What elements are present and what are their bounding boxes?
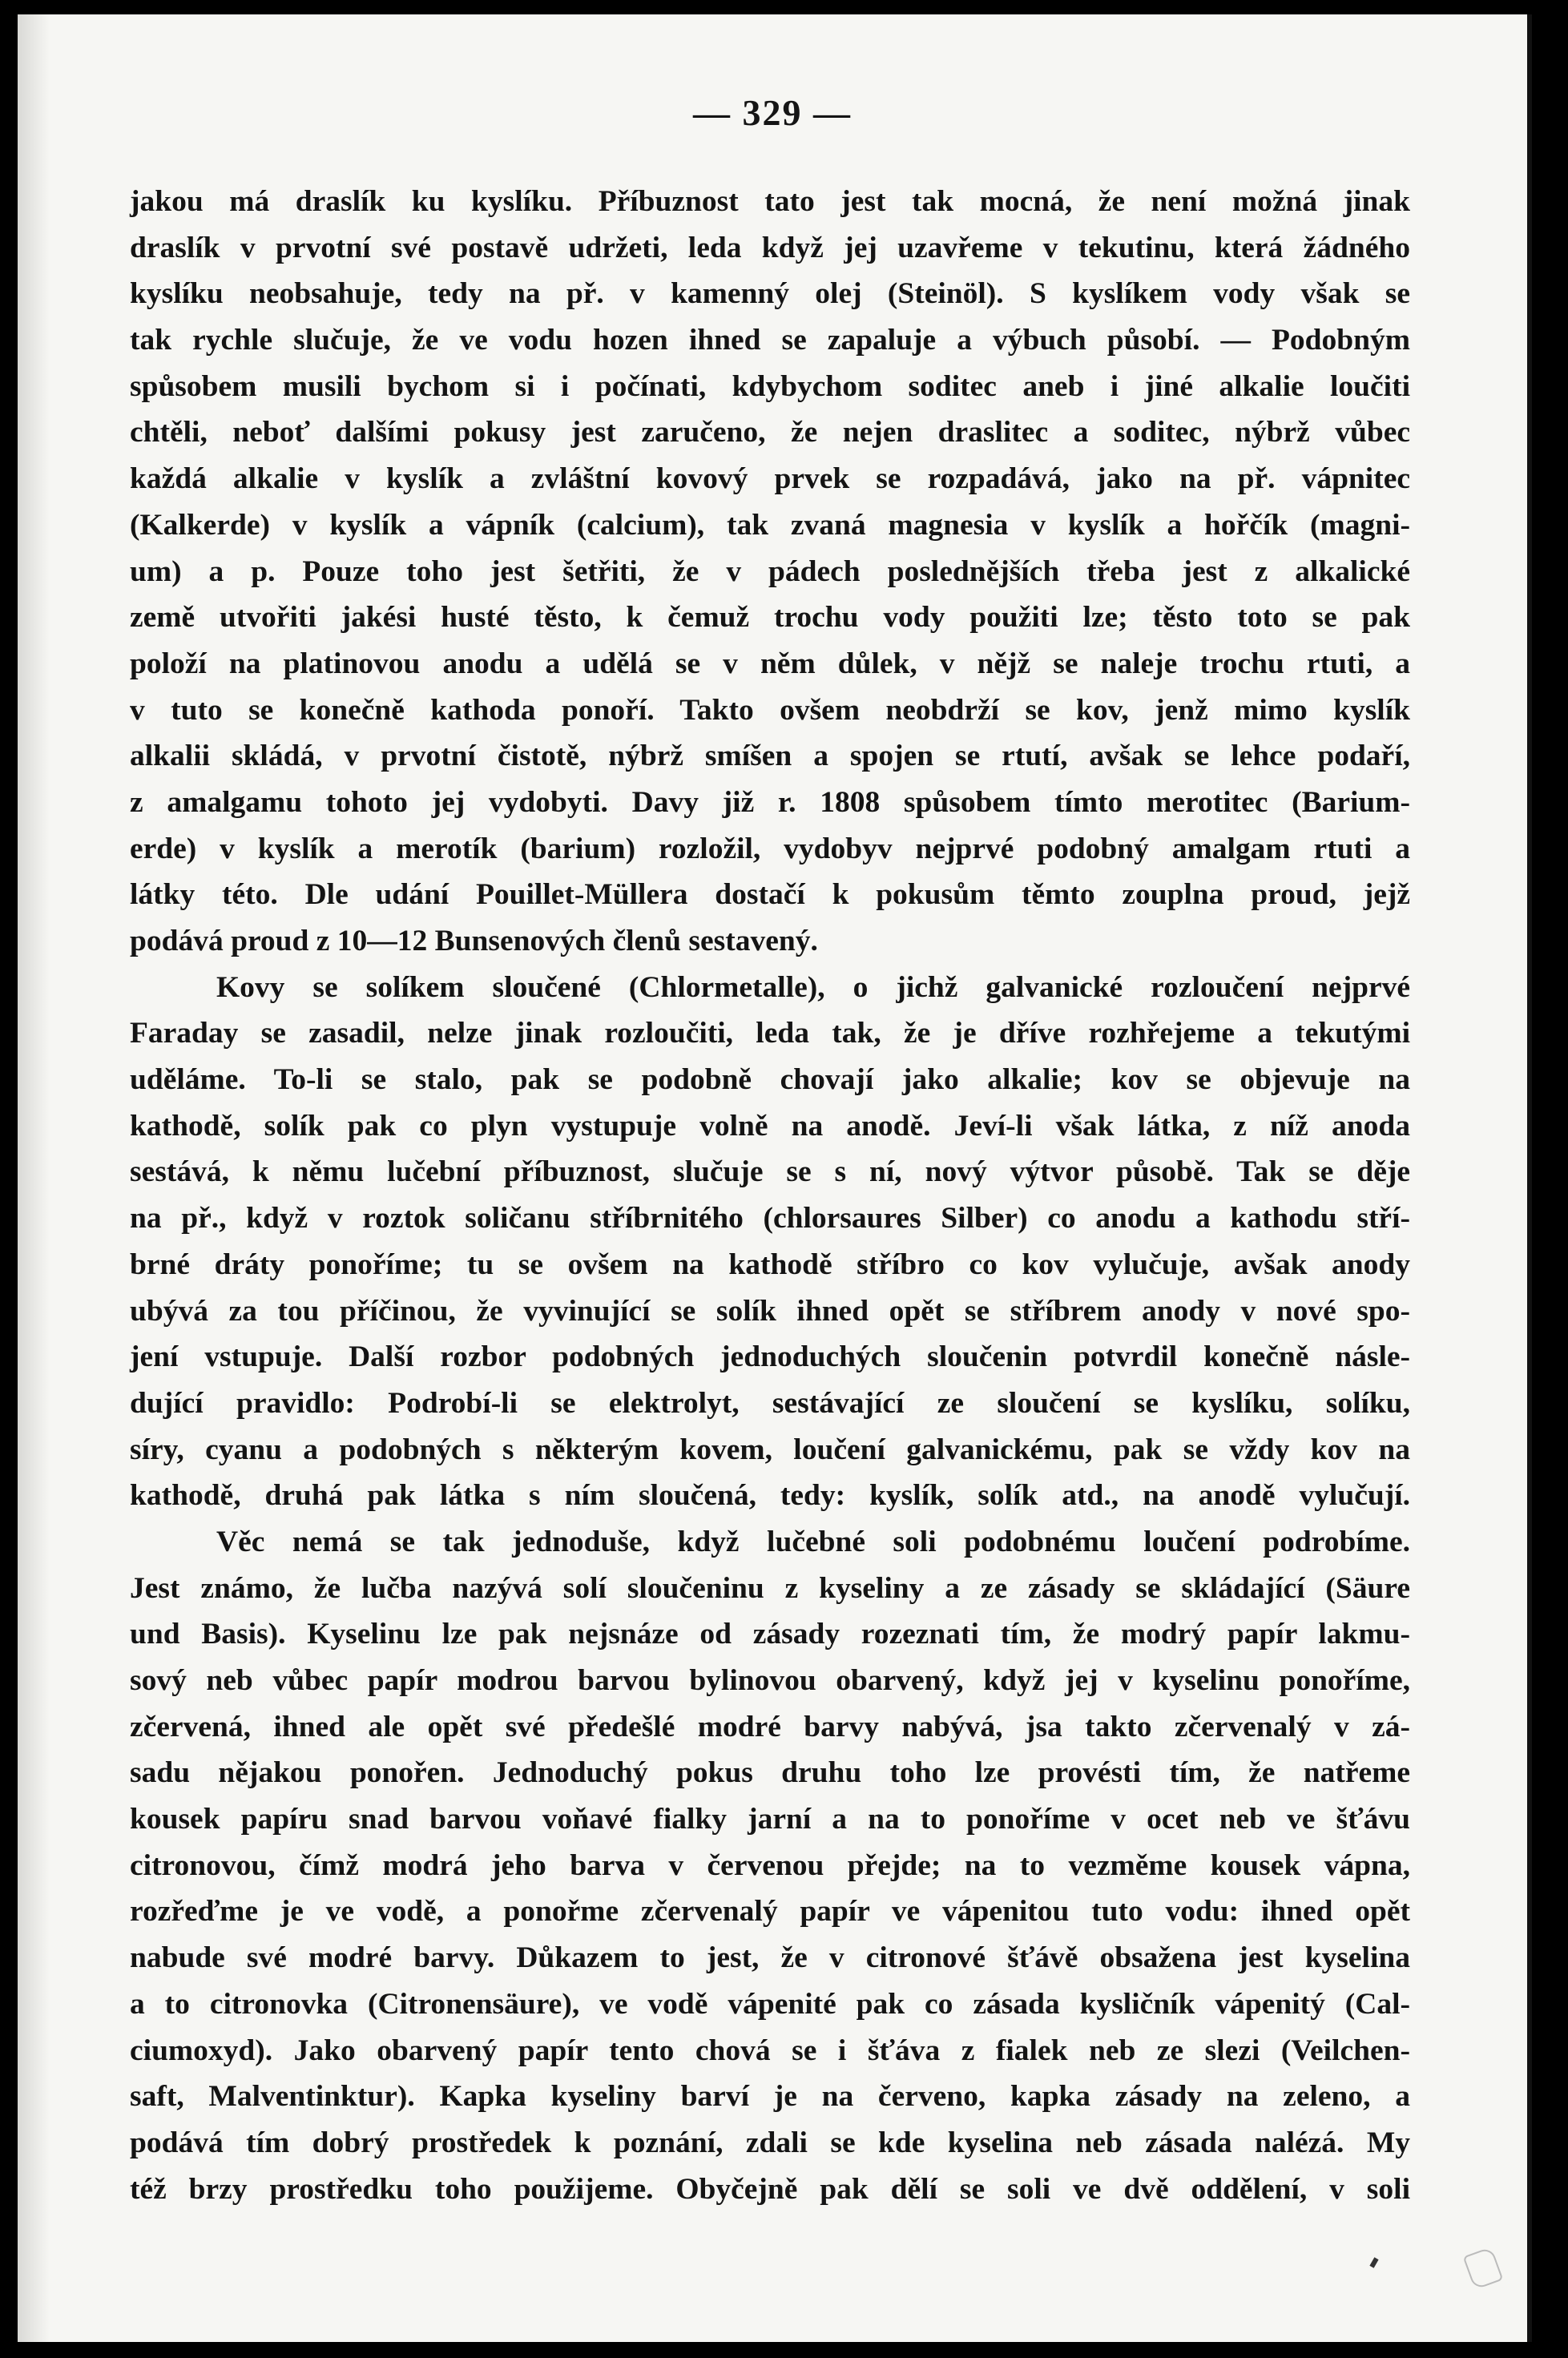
text-line: ubývá za tou příčinou, že vyvinující se solík ihned opět se stříbrem anody v nové spo-	[130, 1294, 1410, 1328]
body-text	[130, 179, 1410, 2259]
text-line: též brzy prostředku toho použijeme. Obyčejně pak dělí se soli ve dvě oddělení, v soli	[130, 2172, 1410, 2206]
text-line: kyslíku neobsahuje, tedy na př. v kamenný olej (Steinöl). S kyslíkem vody však se	[130, 277, 1410, 311]
text-line: v tuto se konečně kathoda ponoří. Takto ovšem neobdrží se kov, jenž mimo kyslík	[130, 693, 1410, 727]
text-line: položí na platinovou anodu a udělá se v něm důlek, v nějž se naleje trochu rtuti, a	[130, 647, 1410, 680]
text-line: zčervená, ihned ale opět své předešlé modré barvy nabývá, jsa takto zčervenalý v zá-	[130, 1710, 1410, 1743]
text-line: Faraday se zasadil, nelze jinak rozloučiti, leda tak, že je dříve rozhřejeme a tekutými	[130, 1017, 1410, 1050]
text-line: Kovy se solíkem sloučené (Chlormetalle), o jichž galvanické rozloučení nejprvé	[216, 970, 1410, 1004]
text-line: nabude své modré barvy. Důkazem to jest, že v citronové šťávě obsažena jest kyselina	[130, 1941, 1410, 1975]
text-line: ciumoxyd). Jako obarvený papír tento chová se i šťáva z fialek neb ze slezi (Veilchen-	[130, 2034, 1410, 2067]
text-line: tak rychle slučuje, že ve vodu hozen ihned se zapaluje a výbuch působí. — Podobným	[130, 324, 1410, 357]
book-page	[18, 14, 1532, 2342]
text-line: každá alkalie v kyslík a zvláštní kovový prvek se rozpadává, jako na př. vápnitec	[130, 462, 1410, 496]
text-line: a to citronovka (Citronensäure), ve vodě vápenité pak co zásada kysličník vápenitý (Cal-	[130, 1987, 1410, 2021]
text-line: podává tím dobrý prostředek k poznání, zdali se kde kyselina neb zásada nalézá. My	[130, 2126, 1410, 2159]
page-corner-fold	[1463, 2247, 1504, 2290]
text-line: sestává, k němu lučební příbuznost, slučuje se s ní, nový výtvor působě. Tak se děje	[130, 1155, 1410, 1189]
text-line: rozřeďme je ve vodě, a ponořme zčervenalý papír ve vápenitou tuto vodu: ihned opět	[130, 1895, 1410, 1929]
text-line: jakou má draslík ku kyslíku. Příbuznost tato jest tak mocná, že není možná jinak	[130, 185, 1410, 218]
text-line: citronovou, čímž modrá jeho barva v červenou přejde; na to vezměme kousek vápna,	[130, 1848, 1410, 1882]
text-line: na př., když v roztok soličanu stříbrnitého (chlorsaures Silber) co anodu a kathodu stří-	[130, 1202, 1410, 1235]
text-line: spůsobem musili bychom si i počínati, kdybychom soditec aneb i jiné alkalie loučiti	[130, 369, 1410, 403]
text-line: alkalii skládá, v prvotní čistotě, nýbrž smíšen a spojen se rtutí, avšak se lehce podaří,	[130, 740, 1410, 773]
text-line: um) a p. Pouze toho jest šetřiti, že v pádech poslednějších třeba jest z alkalické	[130, 554, 1410, 588]
text-line: Věc nemá se tak jednoduše, když lučebné soli podobnému loučení podrobíme.	[216, 1525, 1410, 1558]
text-line: kathodě, solík pak co plyn vystupuje volně na anodě. Jeví-li však látka, z níž anoda	[130, 1109, 1410, 1143]
text-line: draslík v prvotní své postavě udržeti, leda když jej uzavřeme v tekutinu, která žádného	[130, 231, 1410, 264]
text-line: erde) v kyslík a merotík (barium) rozložil, vydobyv nejprvé podobný amalgam rtuti a	[130, 832, 1410, 865]
text-line	[130, 2212, 1410, 2259]
text-line: Jest známo, že lučba nazývá solí sloučeninu z kyseliny a ze zásady se skládající (Säure	[130, 1571, 1410, 1605]
text-line: jení vstupuje. Další rozbor podobných jednoduchých sloučenin potvrdil konečně násle-	[130, 1340, 1410, 1374]
spine-shadow	[18, 14, 50, 2342]
ink-speck	[1369, 2257, 1378, 2267]
text-line: saft, Malventinktur). Kapka kyseliny barví je na červeno, kapka zásady na zeleno, a	[130, 2080, 1410, 2114]
text-line: z amalgamu tohoto jej vydobyti. Davy již r. 1808 spůsobem tímto merotitec (Barium-	[130, 785, 1410, 819]
text-line: chtěli, neboť dalšími pokusy jest zaručeno, že nejen draslitec a soditec, nýbrž vůbec	[130, 416, 1410, 449]
text-line: síry, cyanu a podobných s některým kovem, loučení galvanickému, pak se vždy kov na	[130, 1433, 1410, 1466]
text-line: země utvořiti jakési husté těsto, k čemuž trochu vody použiti lze; těsto toto se pak	[130, 601, 1410, 635]
text-line: podává proud z 10—12 Bunsenových členů sestavený.	[130, 925, 818, 957]
text-line: sadu nějakou ponořen. Jednoduchý pokus druhu toho lze provésti tím, že natřeme	[130, 1756, 1410, 1790]
text-line: kathodě, druhá pak látka s ním sloučená, tedy: kyslík, solík atd., na anodě vylučují.	[130, 1479, 1410, 1513]
text-line: dující pravidlo: Podrobí-li se elektrolyt, sestávající ze sloučení se kyslíku, solíku,	[130, 1386, 1410, 1420]
page-number: — 329 —	[693, 92, 852, 133]
text-line: (Kalkerde) v kyslík a vápník (calcium), tak zvaná magnesia v kyslík a hořčík (magni-	[130, 508, 1410, 542]
text-line: látky této. Dle udání Pouillet-Müllera dostačí k pokusům těmto zouplna proud, jejž	[130, 878, 1410, 912]
text-line: kousek papíru snad barvou voňavé fialky jarní a na to ponoříme v ocet neb ve šťávu	[130, 1803, 1410, 1836]
text-line: uděláme. To-li se stalo, pak se podobně chovají jako alkalie; kov se objevuje na	[130, 1063, 1410, 1097]
text-line: sový neb vůbec papír modrou barvou bylinovou obarvený, když jej v kyselinu ponoříme,	[130, 1664, 1410, 1697]
text-line: brné dráty ponoříme; tu se ovšem na kathodě stříbro co kov vylučuje, avšak anody	[130, 1248, 1410, 1281]
text-line: und Basis). Kyselinu lze pak nejsnáze od zásady rozeznati tím, že modrý papír lakmu-	[130, 1618, 1410, 1651]
